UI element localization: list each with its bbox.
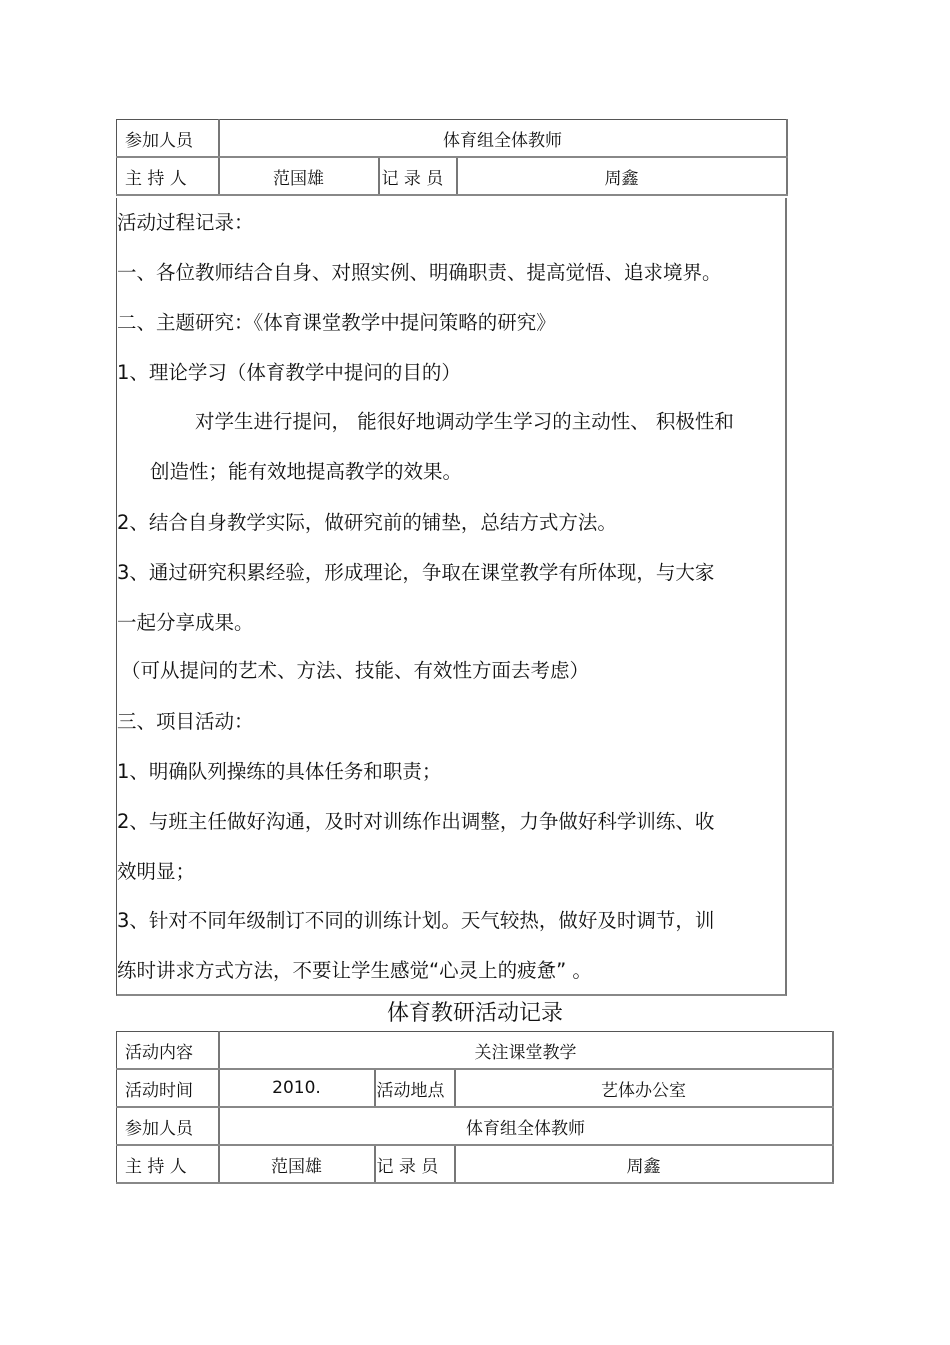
- recorder-value: 周鑫: [455, 1145, 833, 1183]
- participants-value: 体育组全体教师: [219, 1107, 833, 1145]
- activity-record-box: [116, 198, 787, 996]
- record-line: 创造性；能有效地提高教学的效果。: [150, 460, 463, 483]
- table-row: [117, 1107, 833, 1145]
- recorder-value: 周鑫: [457, 157, 787, 195]
- page-title: 体育教研活动记录: [386, 1001, 563, 1026]
- record-line: （可从提问的艺术、方法、技能、有效性方面去考虑）: [121, 659, 590, 682]
- record-line: 1、理论学习（体育教学中提问的目的）: [117, 361, 461, 384]
- time-label: 活动时间: [117, 1069, 219, 1107]
- table-row: [117, 157, 787, 195]
- recorder-label: 记 录 员: [375, 1145, 455, 1183]
- record-line: 效明显；: [117, 860, 196, 883]
- host-label: 主 持 人: [117, 157, 219, 195]
- record-line: 2、与班主任做好沟通，及时对训练作出调整，力争做好科学训练、收: [117, 810, 715, 833]
- record-line: 2、结合自身教学实际，做研究前的铺垫，总结方式方法。: [117, 511, 617, 534]
- record-line: 一起分享成果。: [117, 611, 254, 634]
- host-value: 范国雄: [219, 157, 379, 195]
- participants-value: 体育组全体教师: [219, 120, 787, 158]
- content-value: 关注课堂教学: [219, 1032, 833, 1070]
- record-line: 练时讲求方式方法，不要让学生感觉“心灵上的疲惫” 。: [117, 959, 592, 982]
- top-info-table: [116, 119, 788, 196]
- table-row: [117, 1145, 833, 1183]
- table-row: [117, 120, 787, 158]
- record-line: 3、针对不同年级制订不同的训练计划。天气较热，做好及时调节，训: [117, 909, 715, 932]
- participants-label: 参加人员: [117, 1107, 219, 1145]
- activity-info-table: [116, 1031, 834, 1184]
- place-value: 艺体办公室: [455, 1069, 833, 1107]
- time-value: 2010.: [219, 1069, 375, 1107]
- host-label: 主 持 人: [117, 1145, 219, 1183]
- record-heading: 活动过程记录：: [117, 211, 254, 234]
- record-line: 三、项目活动：: [117, 710, 254, 733]
- recorder-label: 记 录 员: [379, 157, 457, 195]
- record-line: 对学生进行提问， 能很好地调动学生学习的主动性、 积极性和: [195, 410, 734, 433]
- place-label: 活动地点: [375, 1069, 455, 1107]
- content-label: 活动内容: [117, 1032, 219, 1070]
- host-value: 范国雄: [219, 1145, 375, 1183]
- record-line: 二、主题研究：《体育课堂教学中提问策略的研究》: [117, 311, 556, 334]
- participants-label: 参加人员: [117, 120, 219, 158]
- record-line: 一、各位教师结合自身、对照实例、明确职责、提高觉悟、追求境界。: [117, 261, 722, 284]
- table-row: [117, 1032, 833, 1070]
- record-line: 3、通过研究积累经验，形成理论，争取在课堂教学有所体现，与大家: [117, 561, 715, 584]
- record-line: 1、明确队列操练的具体任务和职责；: [117, 760, 442, 783]
- table-row: [117, 1069, 833, 1107]
